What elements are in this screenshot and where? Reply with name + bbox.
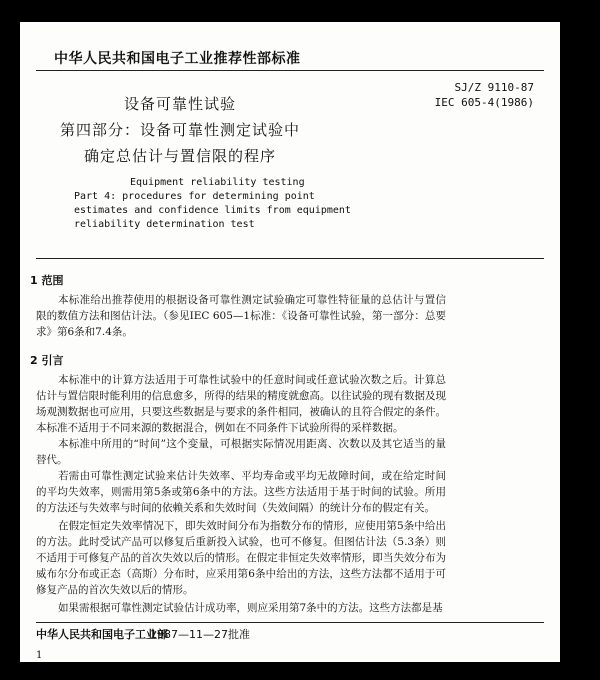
section-2-paragraph-3: 若需由可靠性测定试验来估计失效率、平均寿命或平均无故障时间，或在给定时间的平均失效率，则需用第5条或第6条中的方法。这些方法适用于基于时间的试验。所用的方法还与失效率与时间的依赖关系和失效时间（失效间隔）的统计分布的假定有关。 (36, 470, 446, 514)
title-cn-line2: 第四部分：设备可靠性测定试验中 (59, 121, 300, 139)
footer-approval-date: 1987—11—27批准 (150, 628, 250, 641)
title-en-line1: Equipment reliability testing (130, 177, 305, 188)
section-2-heading: 2 引言 (30, 354, 64, 367)
section-rule (36, 258, 544, 259)
section-2-paragraph-5: 如果需根据可靠性测定试验估计成功率，则应采用第7条中的方法。这些方法都是基 (58, 602, 443, 614)
section-2-paragraph-4: 在假定恒定失效率情况下，即失效时间分布为指数分布的情形，应使用第5条中给出的方法。此时受试产品可以修复后重新投入试验，也可不修复。但图估计法（5.3条）则不适用于可修复产品的首次失效以后的情形。在假定非恒定失效率情形，即当失效分布为威布尔分布或正态（高斯）分布时，应采用第6条中给出的方法，这些方法都不适用于可修复产品的首次失效以后的情形。 (36, 520, 446, 596)
page-number: 1 (36, 650, 43, 661)
section-1-heading: 1 范围 (30, 274, 64, 287)
title-en-line2: Part 4: procedures for determining point (74, 191, 315, 202)
footer-rule (36, 622, 544, 623)
section-1-paragraph: 本标准给出推荐使用的根据设备可靠性测定试验确定可靠性特征量的总估计与置信限的数值方法和图估计法。（参见IEC 605—1标准：《设备可靠性试验，第一部分：总要求》第6条和7.4条。 (36, 294, 446, 338)
standard-number-block (435, 80, 534, 110)
standard-number-iec: IEC 605-4(1986) (434, 96, 534, 109)
title-cn-line3: 确定总估计与置信限的程序 (83, 147, 276, 165)
standard-number-sj: SJ/Z 9110-87 (454, 81, 534, 94)
footer-org: 中华人民共和国电子工业部 (36, 628, 168, 641)
title-en (74, 176, 351, 232)
title-en-line4: reliability determination test (74, 219, 255, 230)
document-page (20, 22, 560, 662)
title-en-line3: estimates and confidence limits from equipment (74, 205, 351, 216)
title-cn-line1: 设备可靠性试验 (123, 95, 236, 113)
section-2-paragraph-2: 本标准中所用的“时间”这个变量，可根据实际情况用距离、次数以及其它适当的量替代。 (36, 438, 446, 466)
header-rule (36, 70, 544, 71)
standard-org-header: 中华人民共和国电子工业推荐性部标准 (54, 51, 301, 67)
section-2-paragraph-1: 本标准中的计算方法适用于可靠性试验中的任意时间或任意试验次数之后。计算总估计与置信限时能利用的信息愈多，所得的结果的精度就愈高。以往试验的现有数据及现场观测数据也可应用，只要这些数据是与要求的条件相同，被确认的且符合假定的条件。本标准不适用于不同来源的数据混合，例如在不同条件下试验所得的采样数据。 (36, 374, 446, 434)
